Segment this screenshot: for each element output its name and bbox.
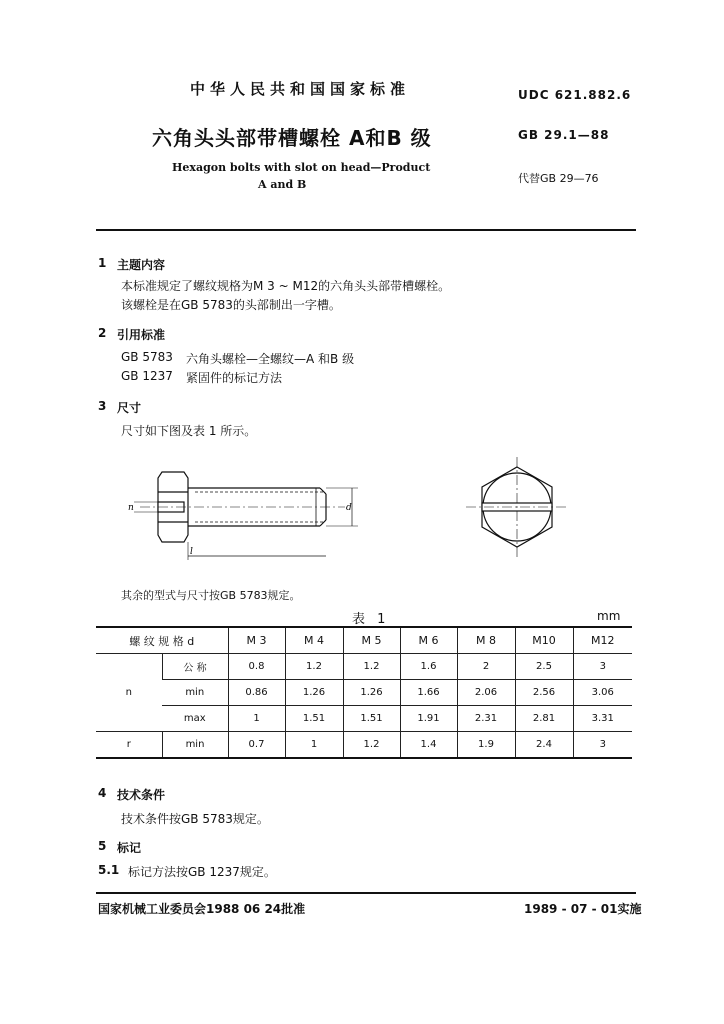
table-cell: 1.26 xyxy=(343,680,400,706)
dimension-label-n: n xyxy=(128,503,134,513)
section-4-number: 4 xyxy=(98,786,107,800)
table-cell: 1.6 xyxy=(400,654,457,680)
section-3-line-1: 尺寸如下图及表 1 所示。 xyxy=(121,424,257,438)
dimension-label-d: d xyxy=(346,503,352,513)
reference-name: 六角头螺栓—全螺纹—A 和B 级 xyxy=(186,352,355,366)
table-cell: 2.06 xyxy=(457,680,515,706)
subsection-5-1-number: 5.1 xyxy=(98,863,120,877)
dimensions-table xyxy=(96,626,632,759)
section-1-line-2: 该螺栓是在GB 5783的头部制出一字槽。 xyxy=(121,298,341,312)
row-sub-label: min xyxy=(162,680,228,706)
reference-code: GB 5783 xyxy=(121,350,173,364)
column-header: M 6 xyxy=(400,627,457,654)
row-sub-label: min xyxy=(162,732,228,759)
table-cell: 3 xyxy=(573,654,632,680)
section-5-title: 标记 xyxy=(117,841,142,855)
table-cell: 1.4 xyxy=(400,732,457,759)
table-cell: 2.4 xyxy=(515,732,573,759)
document-title-english-line2: A and B xyxy=(258,178,307,191)
document-title-english-line1: Hexagon bolts with slot on head—Product xyxy=(172,161,431,174)
table-unit: mm xyxy=(597,609,621,623)
reference-name: 紧固件的标记方法 xyxy=(186,371,283,385)
section-2-number: 2 xyxy=(98,326,107,340)
header-divider xyxy=(96,229,636,231)
implementation-date: 1989 - 07 - 01实施 xyxy=(524,902,642,916)
table-cell: 1.2 xyxy=(343,654,400,680)
bolt-end-view-drawing xyxy=(462,455,572,565)
column-header: M 8 xyxy=(457,627,515,654)
approval-info: 国家机械工业委员会1988 06 24批准 xyxy=(98,902,306,916)
section-1-line-1: 本标准规定了螺纹规格为M 3 ~ M12的六角头头部带槽螺栓。 xyxy=(121,279,451,293)
table-row xyxy=(96,732,632,759)
table-cell: 2 xyxy=(457,654,515,680)
reference-code: GB 1237 xyxy=(121,369,173,383)
table-cell: 0.7 xyxy=(228,732,285,759)
column-header: M10 xyxy=(515,627,573,654)
table-header-row xyxy=(96,627,632,654)
table-cell: 3.31 xyxy=(573,706,632,732)
section-5-number: 5 xyxy=(98,839,107,853)
footer-divider xyxy=(96,892,636,894)
section-4-line-1: 技术条件按GB 5783规定。 xyxy=(121,812,269,826)
section-4-title: 技术条件 xyxy=(117,788,166,802)
column-header: M 3 xyxy=(228,627,285,654)
table-cell: 1.2 xyxy=(343,732,400,759)
table-cell: 0.8 xyxy=(228,654,285,680)
table-row xyxy=(96,706,632,732)
row-sub-label: max xyxy=(162,706,228,732)
row-group-label-r: r xyxy=(96,732,162,759)
table-cell: 0.86 xyxy=(228,680,285,706)
table-cell: 2.56 xyxy=(515,680,573,706)
document-title-chinese: 六角头头部带槽螺栓 A和B 级 xyxy=(152,126,432,150)
dimension-label-l: l xyxy=(190,547,193,557)
section-1-title: 主题内容 xyxy=(117,258,166,272)
issuing-organization: 中华人民共和国国家标准 xyxy=(190,80,411,98)
table-caption: 表 1 xyxy=(352,612,390,627)
section-3-number: 3 xyxy=(98,399,107,413)
table-cell: 1.91 xyxy=(400,706,457,732)
table-cell: 1.66 xyxy=(400,680,457,706)
standard-number: GB 29.1—88 xyxy=(518,128,610,142)
figure-note: 其余的型式与尺寸按GB 5783规定。 xyxy=(121,589,301,602)
table-row xyxy=(96,680,632,706)
table-cell: 3 xyxy=(573,732,632,759)
section-3-title: 尺寸 xyxy=(117,401,142,415)
row-sub-label: 公 称 xyxy=(162,654,228,680)
header-label: 螺 纹 规 格 d xyxy=(96,627,228,654)
row-group-label-n: n xyxy=(96,654,162,732)
table-cell: 1.51 xyxy=(285,706,343,732)
column-header: M 5 xyxy=(343,627,400,654)
replaces-standard: 代替GB 29—76 xyxy=(518,172,599,185)
section-5-line-1: 标记方法按GB 1237规定。 xyxy=(128,865,276,879)
table-cell: 1.51 xyxy=(343,706,400,732)
table-row xyxy=(96,654,632,680)
table-cell: 1.26 xyxy=(285,680,343,706)
column-header: M 4 xyxy=(285,627,343,654)
table-cell: 2.31 xyxy=(457,706,515,732)
table-cell: 2.81 xyxy=(515,706,573,732)
table-cell: 1.2 xyxy=(285,654,343,680)
table-cell: 2.5 xyxy=(515,654,573,680)
table-cell: 3.06 xyxy=(573,680,632,706)
column-header: M12 xyxy=(573,627,632,654)
table-cell: 1.9 xyxy=(457,732,515,759)
table-cell: 1 xyxy=(228,706,285,732)
section-1-number: 1 xyxy=(98,256,107,270)
table-cell: 1 xyxy=(285,732,343,759)
section-2-title: 引用标准 xyxy=(117,328,166,342)
udc-number: UDC 621.882.6 xyxy=(518,88,632,102)
bolt-side-view-drawing xyxy=(120,460,370,570)
